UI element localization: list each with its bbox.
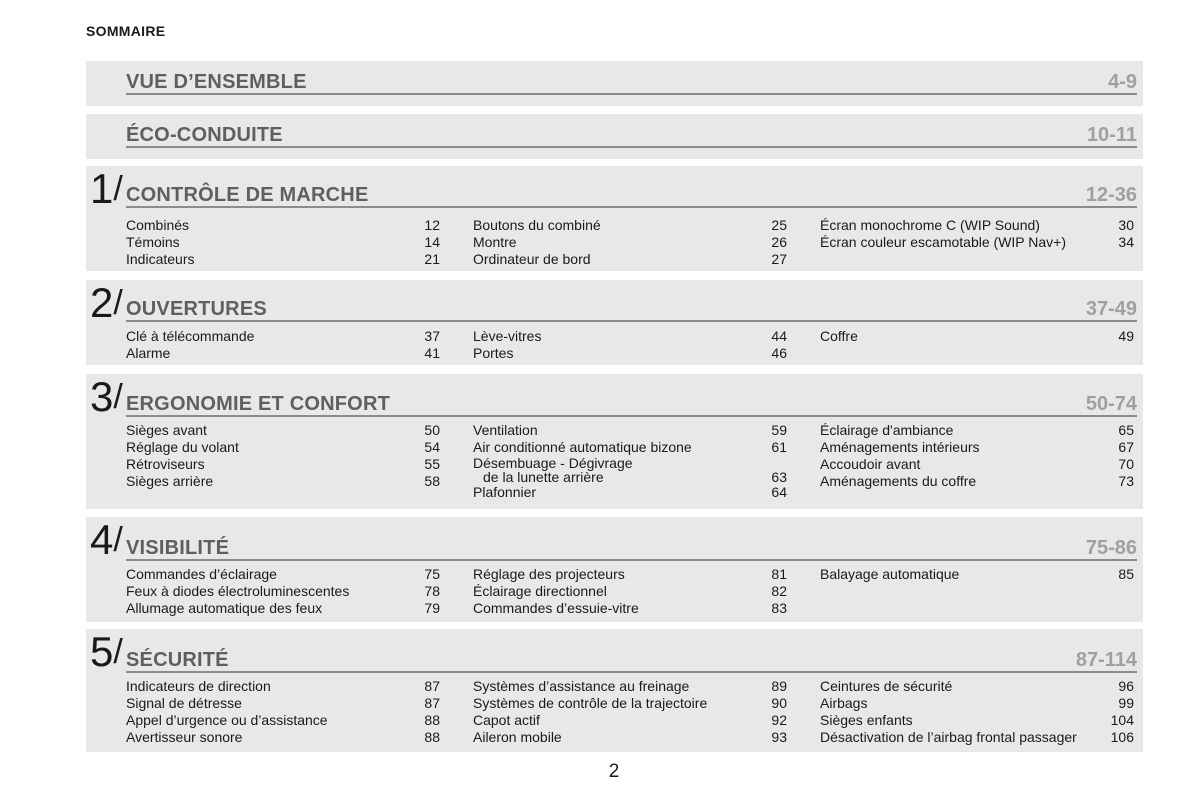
toc-entry-label: Aménagements intérieurs <box>820 439 980 455</box>
toc-entry-page: 12 <box>424 217 440 233</box>
toc-entry-label: Commandes d’éclairage <box>126 566 277 582</box>
toc-entry-label: Balayage automatique <box>820 566 960 582</box>
toc-entry-label: Portes <box>473 345 514 361</box>
toc-entry-label: Feux à diodes électroluminescentes <box>126 583 350 599</box>
toc-entry-label: Plafonnier <box>473 484 537 500</box>
toc-entry[interactable] <box>473 439 787 456</box>
section-title[interactable]: VUE D’ENSEMBLE <box>126 71 307 93</box>
toc-entry-label: Air conditionné automatique bizone <box>473 439 692 455</box>
toc-entry[interactable] <box>820 456 1134 473</box>
toc-entry-page: 37 <box>424 328 440 344</box>
section-band-5 <box>86 629 1143 752</box>
section-band-1 <box>86 166 1143 271</box>
page-number: 2 <box>608 761 620 782</box>
toc-entry-label: Alarme <box>126 345 171 361</box>
toc-entry-label: Systèmes de contrôle de la trajectoire <box>473 695 708 711</box>
entries-column <box>820 328 1134 345</box>
toc-entry-label: Signal de détresse <box>126 695 242 711</box>
section-page-range[interactable]: 37-49 <box>1085 298 1137 320</box>
toc-entry-page: 61 <box>771 439 787 455</box>
toc-entry[interactable] <box>820 217 1134 234</box>
toc-entry[interactable] <box>126 251 440 268</box>
toc-entry-page: 59 <box>771 422 787 438</box>
toc-entry-label: Capot actif <box>473 712 540 728</box>
section-number: 5/ <box>90 628 123 675</box>
toc-entry[interactable] <box>473 695 787 712</box>
toc-entry[interactable] <box>126 600 440 617</box>
section-rule <box>126 206 1137 208</box>
toc-entry-label: Écran monochrome C (WIP Sound) <box>820 217 1040 233</box>
section-band-3 <box>86 374 1143 509</box>
toc-entry[interactable] <box>820 695 1134 712</box>
toc-entry-page: 64 <box>771 484 787 500</box>
toc-entry-page: 93 <box>771 729 787 745</box>
toc-entry-page: 78 <box>424 583 440 599</box>
toc-entry-label: Désembuage - Dégivrage <box>473 455 633 471</box>
toc-entry-page: 41 <box>424 345 440 361</box>
toc-entry[interactable] <box>126 729 440 746</box>
toc-entry-page: 49 <box>1118 328 1134 344</box>
toc-entry-label: Ceintures de sécurité <box>820 678 953 694</box>
toc-entry-label: Réglage des projecteurs <box>473 566 625 582</box>
toc-entry[interactable] <box>820 422 1134 439</box>
toc-entry-page: 106 <box>1110 729 1134 745</box>
entries-column <box>126 566 440 617</box>
toc-entry-label: Indicateurs <box>126 251 195 267</box>
toc-entry-label: Écran couleur escamotable (WIP Nav+) <box>820 234 1067 250</box>
toc-entry[interactable] <box>820 328 1134 345</box>
toc-entry[interactable] <box>126 345 440 362</box>
section-title[interactable]: ÉCO-CONDUITE <box>126 124 283 146</box>
toc-entry[interactable] <box>473 484 787 501</box>
toc-entry[interactable] <box>820 234 1134 251</box>
toc-entry[interactable] <box>473 678 787 695</box>
toc-entry[interactable] <box>473 217 787 234</box>
toc-entry[interactable] <box>126 456 440 473</box>
toc-entry-page: 88 <box>424 712 440 728</box>
entries-column <box>126 217 440 268</box>
section-page-range[interactable]: 10-11 <box>1086 124 1137 146</box>
toc-entry[interactable] <box>126 566 440 583</box>
toc-entry-label: Clé à télécommande <box>126 328 255 344</box>
toc-entry[interactable] <box>126 695 440 712</box>
toc-entry-page: 63 <box>771 469 787 485</box>
section-title[interactable]: SÉCURITÉ <box>126 649 229 671</box>
toc-entry-page: 96 <box>1118 678 1134 694</box>
toc-entry-label: Ordinateur de bord <box>473 251 591 267</box>
section-number: 4/ <box>90 516 123 563</box>
toc-entry[interactable] <box>126 439 440 456</box>
section-rule <box>126 671 1137 673</box>
toc-entry-label: Ventilation <box>473 422 538 438</box>
entries-column <box>473 328 787 362</box>
toc-entry[interactable] <box>473 712 787 729</box>
section-title[interactable]: CONTRÔLE DE MARCHE <box>126 184 369 206</box>
toc-entry-label: Montre <box>473 234 517 250</box>
toc-entry-label: Commandes d’essuie-vitre <box>473 600 639 616</box>
toc-entry[interactable] <box>473 566 787 583</box>
toc-entry[interactable] <box>820 729 1134 746</box>
section-band-2 <box>86 280 1143 365</box>
toc-entry-page: 104 <box>1110 712 1134 728</box>
section-title[interactable]: VISIBILITÉ <box>126 537 230 559</box>
toc-entry[interactable] <box>820 566 1134 583</box>
toc-entry-page: 25 <box>771 217 787 233</box>
section-title[interactable]: OUVERTURES <box>126 298 267 320</box>
entries-column <box>820 678 1134 746</box>
toc-entry-label: Éclairage d'ambiance <box>820 422 954 438</box>
toc-entry-label: Accoudoir avant <box>820 456 921 472</box>
toc-entry[interactable] <box>126 473 440 490</box>
toc-entry-label: Combinés <box>126 217 190 233</box>
toc-entry-label: Aileron mobile <box>473 729 562 745</box>
toc-entry-label: Boutons du combiné <box>473 217 601 233</box>
toc-entry-page: 67 <box>1118 439 1134 455</box>
toc-entry-label: Lève-vitres <box>473 328 542 344</box>
toc-entry-label: Appel d’urgence ou d’assistance <box>126 712 328 728</box>
toc-entry[interactable] <box>126 328 440 345</box>
toc-entry[interactable] <box>126 583 440 600</box>
toc-entry-page: 82 <box>771 583 787 599</box>
toc-entry-page: 92 <box>771 712 787 728</box>
toc-entry-page: 14 <box>424 234 440 250</box>
entries-column <box>473 678 787 746</box>
toc-entry-label: Sièges enfants <box>820 712 913 728</box>
section-page-range[interactable]: 50-74 <box>1085 393 1137 415</box>
entries-column <box>473 217 787 268</box>
toc-entry-page: 50 <box>424 422 440 438</box>
entries-column <box>473 566 787 617</box>
toc-entry-page: 87 <box>424 678 440 694</box>
toc-entry[interactable] <box>820 712 1134 729</box>
entries-column <box>126 328 440 362</box>
toc-entry-page: 44 <box>771 328 787 344</box>
toc-entry[interactable] <box>126 234 440 251</box>
toc-entry-page: 70 <box>1118 456 1134 472</box>
toc-entry[interactable] <box>473 456 787 470</box>
toc-entry-page: 85 <box>1118 566 1134 582</box>
section-number: 3/ <box>90 373 123 420</box>
section-page-range[interactable]: 12-36 <box>1085 184 1137 206</box>
section-number: 2/ <box>90 279 123 326</box>
toc-entry[interactable] <box>820 439 1134 456</box>
entries-column <box>473 422 787 501</box>
toc-entry-page: 65 <box>1118 422 1134 438</box>
section-page-range[interactable]: 75-86 <box>1085 537 1137 559</box>
toc-entry[interactable] <box>473 422 787 439</box>
toc-entry-label: Sièges arrière <box>126 473 214 489</box>
toc-entry-label: Éclairage directionnel <box>473 583 607 599</box>
section-page-range[interactable]: 87-114 <box>1075 649 1137 671</box>
section-rule <box>126 146 1137 148</box>
toc-entry-label: Airbags <box>820 695 868 711</box>
entries-column <box>820 217 1134 251</box>
toc-entry-label: Systèmes d’assistance au freinage <box>473 678 690 694</box>
toc-entry-page: 79 <box>424 600 440 616</box>
toc-entry-label: Sièges avant <box>126 422 207 438</box>
toc-entry-label: Réglage du volant <box>126 439 239 455</box>
toc-entry[interactable] <box>473 600 787 617</box>
toc-entry[interactable] <box>473 470 787 484</box>
toc-entry[interactable] <box>126 678 440 695</box>
toc-entry-page: 26 <box>771 234 787 250</box>
section-title[interactable]: ERGONOMIE ET CONFORT <box>126 393 390 415</box>
section-number: 1/ <box>90 165 123 212</box>
toc-entry-page: 21 <box>424 251 440 267</box>
toc-entry[interactable] <box>473 234 787 251</box>
toc-entry-page: 34 <box>1118 234 1134 250</box>
section-rule <box>126 559 1137 561</box>
toc-entry-page: 54 <box>424 439 440 455</box>
toc-entry-label: Désactivation de l’airbag frontal passager <box>820 729 1077 745</box>
section-band-4 <box>86 517 1143 622</box>
section-page-range[interactable]: 4-9 <box>1108 71 1137 93</box>
toc-entry-page: 58 <box>424 473 440 489</box>
toc-entry[interactable] <box>126 712 440 729</box>
toc-entry-label: Témoins <box>126 234 180 250</box>
toc-entry-page: 89 <box>771 678 787 694</box>
toc-entry[interactable] <box>126 217 440 234</box>
document-title: SOMMAIRE <box>86 23 166 39</box>
toc-entry-page: 81 <box>771 566 787 582</box>
toc-entry-page: 83 <box>771 600 787 616</box>
toc-entry-page: 99 <box>1118 695 1134 711</box>
toc-entry-label: de la lunette arrière <box>483 469 604 485</box>
section-rule <box>126 93 1137 95</box>
toc-entry-label: Rétroviseurs <box>126 456 205 472</box>
toc-entry-page: 55 <box>424 456 440 472</box>
toc-entry-page: 30 <box>1118 217 1134 233</box>
toc-entry[interactable] <box>473 583 787 600</box>
toc-entry[interactable] <box>473 328 787 345</box>
entries-column <box>820 566 1134 583</box>
toc-entry-page: 90 <box>771 695 787 711</box>
toc-entry-page: 75 <box>424 566 440 582</box>
toc-entry[interactable] <box>473 729 787 746</box>
toc-entry-label: Indicateurs de direction <box>126 678 271 694</box>
toc-entry-label: Coffre <box>820 328 858 344</box>
entries-column <box>820 422 1134 490</box>
toc-entry[interactable] <box>820 678 1134 695</box>
toc-entry-page: 88 <box>424 729 440 745</box>
toc-entry-label: Allumage automatique des feux <box>126 600 323 616</box>
toc-entry[interactable] <box>473 251 787 268</box>
section-band-overview <box>86 61 1143 106</box>
toc-entry-page: 27 <box>771 251 787 267</box>
section-rule <box>126 415 1137 417</box>
section-band-eco-driving <box>86 114 1143 159</box>
toc-entry[interactable] <box>820 473 1134 490</box>
entries-column <box>126 678 440 746</box>
toc-entry-label: Avertisseur sonore <box>126 729 243 745</box>
toc-entry-page: 46 <box>771 345 787 361</box>
section-rule <box>126 320 1137 322</box>
entries-column <box>126 422 440 490</box>
toc-entry[interactable] <box>473 345 787 362</box>
toc-entry-label: Aménagements du coffre <box>820 473 977 489</box>
toc-entry-page: 87 <box>424 695 440 711</box>
toc-entry-page: 73 <box>1118 473 1134 489</box>
toc-entry[interactable] <box>126 422 440 439</box>
